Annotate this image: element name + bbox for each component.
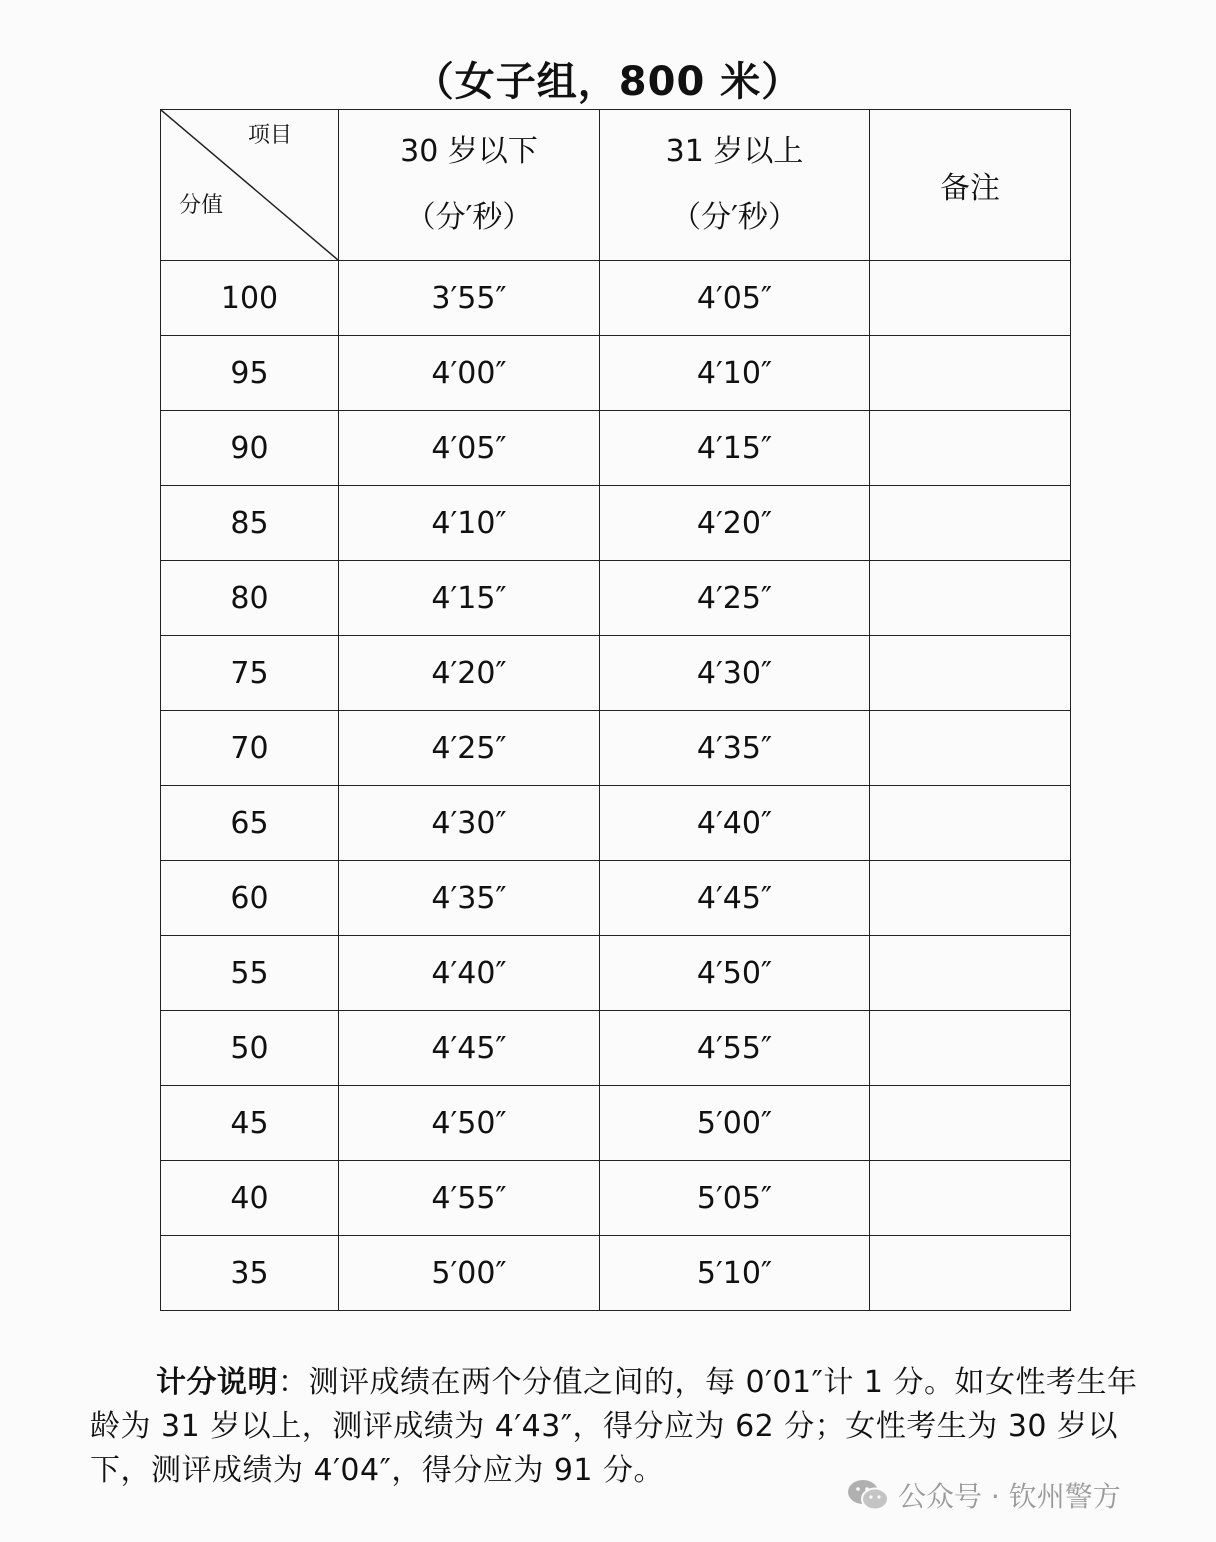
remark-cell	[870, 561, 1071, 636]
header-under30-line1: 30 岁以下	[400, 134, 538, 169]
score-cell: 55	[161, 936, 339, 1011]
under30-time-cell: 3′55″	[339, 261, 600, 336]
header-item-label: 项目	[247, 123, 292, 148]
table-row	[161, 561, 1071, 636]
over31-time-cell: 5′05″	[600, 1161, 870, 1236]
over31-time-cell: 4′35″	[600, 711, 870, 786]
table-row	[161, 261, 1071, 336]
over31-time-cell: 4′55″	[600, 1011, 870, 1086]
table-row	[161, 636, 1071, 711]
header-remark	[870, 110, 1071, 261]
remark-cell	[870, 786, 1071, 861]
over31-time-cell: 4′20″	[600, 486, 870, 561]
table-row	[161, 1236, 1071, 1311]
under30-time-cell: 4′30″	[339, 786, 600, 861]
score-cell: 75	[161, 636, 339, 711]
remark-cell	[870, 636, 1071, 711]
table-header-row	[161, 110, 1071, 261]
over31-time-cell: 4′45″	[600, 861, 870, 936]
table-row	[161, 786, 1071, 861]
header-over31-line1: 31 岁以上	[665, 134, 804, 169]
score-cell: 85	[161, 486, 339, 561]
score-cell: 45	[161, 1086, 339, 1161]
under30-time-cell: 4′50″	[339, 1086, 600, 1161]
score-cell: 50	[161, 1011, 339, 1086]
under30-time-cell: 4′10″	[339, 486, 600, 561]
watermark-text: 公众号 · 钦州警方	[898, 1480, 1121, 1513]
remark-cell	[870, 261, 1071, 336]
header-remark-label: 备注	[940, 171, 1000, 206]
table-row	[161, 711, 1071, 786]
under30-time-cell: 4′05″	[339, 411, 600, 486]
remark-cell	[870, 1161, 1071, 1236]
over31-time-cell: 4′05″	[600, 261, 870, 336]
score-cell: 60	[161, 861, 339, 936]
over31-time-cell: 5′10″	[600, 1236, 870, 1311]
table-row	[161, 1161, 1071, 1236]
page-title: （女子组，800 米）	[413, 59, 803, 105]
table-row	[161, 1086, 1071, 1161]
score-cell: 65	[161, 786, 339, 861]
under30-time-cell: 4′25″	[339, 711, 600, 786]
remark-cell	[870, 1011, 1071, 1086]
score-cell: 90	[161, 411, 339, 486]
score-cell: 35	[161, 1236, 339, 1311]
score-table	[160, 109, 1071, 1311]
remark-cell	[870, 861, 1071, 936]
table-row	[161, 861, 1071, 936]
score-cell: 80	[161, 561, 339, 636]
wechat-icon	[846, 1477, 890, 1513]
table-row	[161, 336, 1071, 411]
remark-cell	[870, 486, 1071, 561]
over31-time-cell: 4′30″	[600, 636, 870, 711]
under30-time-cell: 4′45″	[339, 1011, 600, 1086]
remark-cell	[870, 411, 1071, 486]
remark-cell	[870, 711, 1071, 786]
score-cell: 40	[161, 1161, 339, 1236]
under30-time-cell: 4′40″	[339, 936, 600, 1011]
under30-time-cell: 4′55″	[339, 1161, 600, 1236]
score-cell: 70	[161, 711, 339, 786]
remark-cell	[870, 936, 1071, 1011]
score-cell: 95	[161, 336, 339, 411]
under30-time-cell: 4′20″	[339, 636, 600, 711]
header-under30	[339, 110, 600, 261]
over31-time-cell: 4′50″	[600, 936, 870, 1011]
table-row	[161, 1011, 1071, 1086]
under30-time-cell: 5′00″	[339, 1236, 600, 1311]
remark-cell	[870, 336, 1071, 411]
table-row	[161, 411, 1071, 486]
under30-time-cell: 4′00″	[339, 336, 600, 411]
note-text: ：测评成绩在两个分值之间的，每 0′01″计 1 分。如女性考生年龄为 31 岁以上，测评成绩为 4′43″，得分应为 62 分；女性考生为 30 岁以下，测评成绩为 4′04″，得分应为 91 分。	[90, 1365, 1138, 1488]
over31-time-cell: 4′40″	[600, 786, 870, 861]
remark-cell	[870, 1236, 1071, 1311]
header-score-label: 分值	[179, 193, 224, 218]
note-label: 计分说明	[156, 1365, 278, 1400]
under30-time-cell: 4′15″	[339, 561, 600, 636]
over31-time-cell: 4′25″	[600, 561, 870, 636]
diagonal-header-cell	[161, 110, 339, 261]
table-row	[161, 486, 1071, 561]
over31-time-cell: 4′15″	[600, 411, 870, 486]
scoring-note	[90, 1361, 1150, 1493]
header-over31-line2: （分′秒）	[671, 200, 798, 235]
header-under30-line2: （分′秒）	[405, 200, 533, 235]
watermark	[846, 1475, 1121, 1515]
score-cell: 100	[161, 261, 339, 336]
header-over31	[600, 110, 870, 261]
under30-time-cell: 4′35″	[339, 861, 600, 936]
table-row	[161, 936, 1071, 1011]
over31-time-cell: 4′10″	[600, 336, 870, 411]
over31-time-cell: 5′00″	[600, 1086, 870, 1161]
remark-cell	[870, 1086, 1071, 1161]
